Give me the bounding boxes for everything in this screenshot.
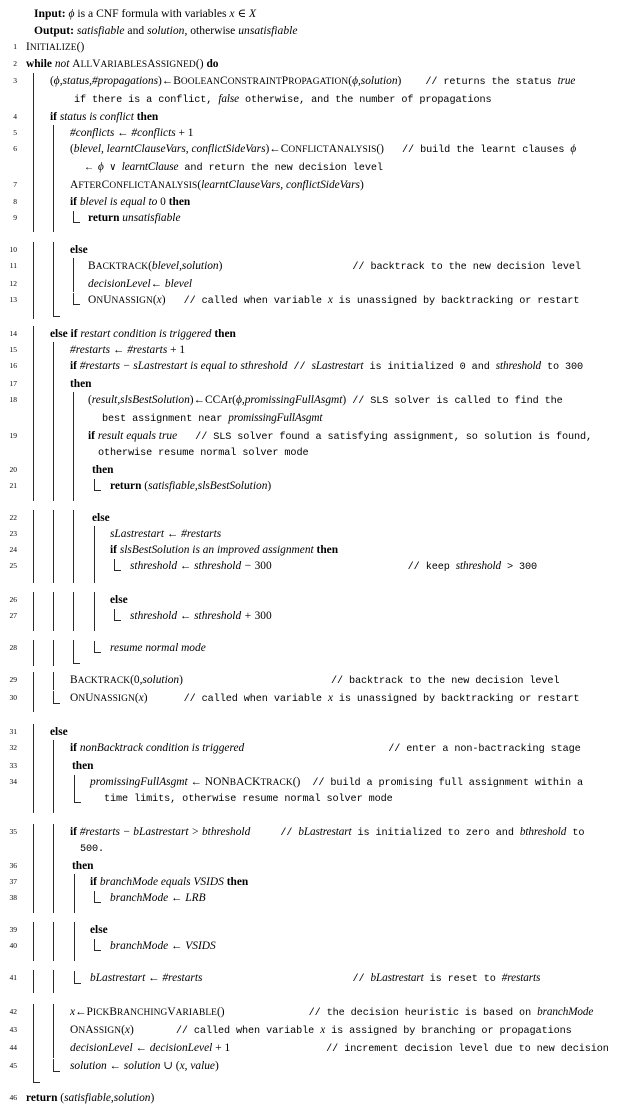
call-allvariablesassigned: ALLVARIABLESASSIGNED() [72, 58, 204, 70]
code-line-36 [0, 858, 624, 874]
line-number [0, 954, 22, 970]
keyword-else-if: else if [50, 328, 78, 340]
code-line-14 [0, 326, 624, 342]
comment-line-6-cont: ← ϕ ∨ learntClause and return the new decision level [86, 161, 383, 174]
code-line-46: 46 return (satisfiable,solution) [0, 1090, 624, 1106]
stmt-resume-normal-mode: resume normal mode [110, 642, 206, 654]
keyword-if: if [70, 826, 77, 838]
indent-rail [33, 310, 34, 319]
line-number: 41 [9, 973, 17, 982]
indent-rail [53, 624, 54, 631]
keyword-if: if [70, 196, 77, 208]
stmt-ccar-call: (result,slsBestSolution)←CCAr(ϕ,promissingFullAsgmt) [88, 394, 347, 406]
code-line-13: 13 ONUNASSIGN(x) // called when variable x is unassigned by backtracking or restart [0, 292, 624, 310]
indent-rail [33, 808, 34, 813]
cond-restart-triggered: restart condition is triggered [80, 328, 212, 340]
line-number: 27 [9, 611, 17, 620]
call-onunassign: ONUNASSIGN [70, 692, 135, 704]
code-line-11: 11 BACKTRACK(blevel,solution) // backtrack to the new decision level [0, 258, 624, 276]
comment-line-35-cont: 500. [80, 844, 105, 855]
indent-rail [33, 988, 34, 993]
line-number [0, 1074, 22, 1090]
keyword-return: return [88, 212, 120, 224]
indent-rail [33, 708, 34, 712]
block-end-elbow [73, 646, 80, 664]
code-line-27: 27 sthreshold ← sthreshold + 300 [0, 608, 624, 624]
code-line-24 [0, 542, 624, 558]
stmt-bcp: (ϕ,status,#propagations)←BOOLEANCONSTRAINTPROPAGATION(ϕ,solution) [50, 75, 402, 87]
comment-line-29: // backtrack to the new decision level [330, 676, 560, 687]
call-backtrack: BACKTRACK [70, 674, 131, 686]
keyword-while: while [26, 58, 52, 70]
keyword-if: if [70, 742, 77, 754]
input-text: ϕ is a CNF formula with variables x ∈ X [68, 7, 257, 20]
call-initialize: INITIALIZE() [26, 41, 85, 53]
line-number: 42 [9, 1007, 17, 1016]
code-line-26 [0, 592, 624, 608]
code-line-42: 42 x←PICKBRANCHINGVARIABLE() // the decision heuristic is based on branchMode [0, 1004, 624, 1022]
keyword-then: then [136, 111, 159, 123]
input-label: Input: [34, 7, 66, 20]
comment-line-34-cont: time limits, otherwise resume normal solver mode [104, 794, 393, 805]
comment-line-16: // sLastrestart is initialized 0 and sthreshold to 300 [287, 360, 584, 373]
comment-line-30: // called when variable x is unassigned by backtracking or restart [147, 692, 580, 705]
keyword-then: then [72, 860, 94, 872]
code-line-44: 44 decisionLevel ← decisionLevel + 1 // increment decision level due to new decision [0, 1040, 624, 1058]
value-satisfiable-slsbest: satisfiable,slsBestSolution [148, 480, 268, 492]
stmt-conflicts-incr: #conflicts [70, 127, 115, 139]
line-number [0, 624, 22, 640]
code-line-23: 23 sLastrestart ← #restarts [0, 526, 624, 542]
line-number: 6 [13, 144, 17, 153]
line-number [0, 576, 22, 592]
indent-rail [53, 988, 54, 993]
indent-rail [74, 954, 75, 961]
code-line-20 [0, 462, 624, 478]
indent-rail [33, 954, 34, 961]
code-line-45: 45 solution ← solution ∪ (x, value) [0, 1058, 624, 1074]
line-number: 34 [9, 777, 17, 786]
line-number: 26 [9, 595, 17, 604]
indent-rail [33, 226, 34, 232]
keyword-if: if [70, 360, 77, 372]
input-spec-row [0, 5, 624, 22]
code-line-7: 7 AFTERCONFLICTANALYSIS(learntClauseVars, conflictSideVars) [0, 177, 624, 194]
code-line-38 [0, 890, 624, 906]
indent-rail [53, 494, 54, 501]
keyword-if: if [50, 111, 57, 123]
stmt-conflict-analysis: (blevel, learntClauseVars, conflictSideVars)←CONFLICTANALYSIS() [70, 143, 384, 155]
output-spec-row [0, 22, 624, 39]
keyword-if: if [110, 544, 117, 556]
line-number: 39 [9, 925, 17, 934]
code-line-25: 25 sthreshold ← sthreshold − 300 // keep sthreshold > 300 [0, 558, 624, 576]
line-number: 7 [13, 180, 17, 189]
indent-rail [53, 226, 54, 232]
block-gap [0, 954, 624, 970]
comment-line-35: // bLastrestart is initialized to zero and bthreshold to [250, 826, 585, 839]
comment-line-3-cont: if there is a conflict, false otherwise, and the number of propagations [74, 93, 492, 106]
output-solution: solution [147, 24, 185, 37]
keyword-if: if [90, 876, 97, 888]
cond-blevel-zero: blevel is equal to [79, 196, 158, 208]
line-number: 35 [9, 827, 17, 836]
line-number: 45 [9, 1061, 17, 1070]
indent-rail [33, 494, 34, 501]
indent-rail [73, 576, 74, 583]
comment-line-32: // enter a non-bactracking stage [388, 744, 581, 755]
code-line-19 [0, 428, 624, 462]
keyword-then: then [214, 328, 236, 340]
comment-line-6: // build the learnt clauses ϕ [383, 143, 577, 156]
line-number: 10 [9, 245, 17, 254]
cond-improved-assignment: slsBestSolution is an improved assignment [119, 544, 314, 556]
line-number: 30 [9, 693, 17, 702]
cond-bthreshold: #restarts − bLastrestart > bthreshold [79, 826, 251, 838]
indent-rail [74, 906, 75, 913]
code-line-6 [0, 141, 624, 177]
stmt-decisionlevel-incr: decisionLevel ← decisionLevel [70, 1042, 213, 1054]
block-gap [0, 906, 624, 922]
line-number: 23 [9, 529, 17, 538]
cond-status-conflict: status is conflict [59, 111, 134, 123]
keyword-else: else [90, 924, 108, 936]
comment-line-19: // SLS solver found a satisfying assignment, so solution is found, [177, 432, 593, 443]
block-gap [0, 1074, 624, 1090]
code-line-16 [0, 358, 624, 376]
indent-rail [53, 576, 54, 583]
line-number: 2 [13, 59, 17, 68]
code-line-40 [0, 938, 624, 954]
line-number: 44 [9, 1043, 17, 1052]
indent-rail [53, 656, 54, 666]
comment-line-18-cont: best assignment near promissingFullAsgmt [102, 412, 323, 425]
comment-line-44: // increment decision level due to new decision [326, 1044, 609, 1055]
code-line-41 [0, 970, 624, 988]
line-number: 37 [9, 877, 17, 886]
indent-rail [33, 906, 34, 913]
line-number [0, 310, 22, 326]
line-number: 22 [9, 513, 17, 522]
value-satisfiable-solution: satisfiable,solution [64, 1092, 151, 1104]
line-number: 24 [9, 545, 17, 554]
output-unsatisfiable: unsatisfiable [238, 24, 298, 37]
line-number: 8 [13, 197, 17, 206]
line-number: 33 [9, 761, 17, 770]
code-line-33 [0, 758, 624, 774]
block-gap [0, 576, 624, 592]
line-number [0, 906, 22, 922]
stmt-slastrestart-assign: sLastrestart [110, 528, 165, 540]
code-line-2 [0, 56, 624, 73]
block-gap [0, 494, 624, 510]
line-number: 20 [9, 465, 17, 474]
code-line-34: 34 promissingFullAsgmt ← NONBACKTRACK() // build a promising full assignment within a time limits, otherwise resume normal solver mode [0, 774, 624, 808]
stmt-restarts-incr: #restarts [70, 344, 111, 356]
comment-line-11: // backtrack to the new decision level [352, 262, 581, 273]
code-line-29: 29 BACKTRACK(0,solution) // backtrack to the new decision level [0, 672, 624, 690]
indent-rail [94, 576, 95, 583]
line-number: 13 [9, 295, 17, 304]
line-number: 38 [9, 893, 17, 902]
code-line-8: 8 if blevel is equal to 0 then [0, 194, 624, 210]
comment-line-18: // SLS solver is called to find the [346, 396, 563, 407]
code-line-10 [0, 242, 624, 258]
stmt-promissing-asgmt: promissingFullAsgmt [90, 776, 188, 788]
keyword-do: do [206, 58, 219, 70]
comment-line-43: // called when variable x is assigned by branching or propagations [133, 1024, 572, 1037]
code-line-3 [0, 73, 624, 109]
keyword-else: else [50, 726, 68, 738]
call-onassign: ONASSIGN [70, 1024, 122, 1036]
comment-line-13: // called when variable x is unassigned by backtracking or restart [165, 294, 580, 307]
line-number [0, 22, 22, 38]
stmt-sthreshold-inc: sthreshold ← sthreshold + [130, 610, 252, 622]
output-satisfiable: satisfiable [76, 24, 125, 37]
line-number [0, 808, 22, 824]
code-line-12: 12 decisionLevel← blevel [0, 276, 624, 292]
keyword-then: then [92, 464, 114, 476]
keyword-then: then [168, 196, 191, 208]
comment-line-34: // build a promising full assignment within a [300, 778, 583, 789]
block-end-elbow [53, 300, 60, 317]
block-gap [0, 226, 624, 242]
comment-line-19-cont: otherwise resume normal solver mode [98, 448, 309, 459]
value-unsatisfiable: unsatisfiable [122, 212, 181, 224]
code-line-39 [0, 922, 624, 938]
keyword-return: return [26, 1092, 58, 1104]
keyword-else: else [92, 512, 110, 524]
code-line-18 [0, 392, 624, 428]
line-number: 5 [13, 128, 17, 137]
call-pickbranchingvariable: PICKBRANCHINGVARIABLE [86, 1006, 217, 1018]
code-line-30: 30 ONUNASSIGN(x) // called when variable x is unassigned by backtracking or restart [0, 690, 624, 708]
code-line-28 [0, 640, 624, 656]
comment-line-42: // the decision heuristic is based on branchMode [308, 1006, 594, 1019]
stmt-solution-union: solution ← solution [70, 1060, 161, 1072]
block-gap [0, 656, 624, 672]
code-line-31 [0, 724, 624, 740]
indent-rail [33, 576, 34, 583]
line-number [0, 5, 22, 21]
code-line-1 [0, 39, 624, 56]
keyword-return: return [110, 480, 142, 492]
comment-line-3: // returns the status true [401, 75, 576, 88]
line-number: 17 [9, 379, 17, 388]
output-mid: and [124, 24, 148, 37]
keyword-if: if [88, 430, 95, 442]
line-number: 40 [9, 941, 17, 950]
indent-rail [53, 808, 54, 813]
line-number: 21 [9, 481, 17, 490]
line-number: 46 [9, 1093, 17, 1102]
indent-rail [73, 624, 74, 631]
code-line-35 [0, 824, 624, 858]
code-line-15: 15 #restarts ← #restarts + 1 [0, 342, 624, 358]
output-otherwise: , otherwise [184, 24, 239, 37]
code-line-4 [0, 109, 624, 125]
code-line-37 [0, 874, 624, 890]
line-number: 12 [9, 279, 17, 288]
block-gap [0, 708, 624, 724]
code-line-21: 21 return (satisfiable,slsBestSolution) [0, 478, 624, 494]
call-afterconflictanalysis: AFTERCONFLICTANALYSIS [70, 179, 198, 191]
line-number [0, 226, 22, 242]
keyword-then: then [226, 876, 249, 888]
cond-nonbacktrack: nonBacktrack condition is triggered [79, 742, 245, 754]
line-number: 19 [9, 431, 17, 440]
keyword-then: then [72, 760, 94, 772]
line-number: 15 [9, 345, 17, 354]
line-number: 32 [9, 743, 17, 752]
indent-rail [94, 624, 95, 631]
call-onunassign: ONUNASSIGN [88, 294, 153, 306]
code-line-17 [0, 376, 624, 392]
comment-line-25: // keep sthreshold > 300 [407, 560, 538, 573]
indent-rail [53, 954, 54, 961]
code-line-32 [0, 740, 624, 758]
line-number: 16 [9, 361, 17, 370]
line-number [0, 656, 22, 672]
code-line-22 [0, 510, 624, 526]
stmt-blastrestart-assign: bLastrestart ← #restarts [90, 972, 203, 984]
indent-rail [53, 906, 54, 913]
var-x: x [70, 1006, 76, 1018]
line-number [0, 988, 22, 1004]
stmt-branchmode-lrb: branchMode ← LRB [110, 892, 206, 904]
line-number: 29 [9, 675, 17, 684]
stmt-branchmode-vsids: branchMode ← VSIDS [110, 940, 216, 952]
indent-rail [33, 624, 34, 631]
indent-rail [73, 494, 74, 501]
stmt-sthreshold-dec: sthreshold ← sthreshold − [130, 560, 252, 572]
block-gap [0, 808, 624, 824]
keyword-else: else [70, 244, 88, 256]
cond-result-true: result equals true [97, 430, 178, 442]
keyword-then: then [316, 544, 339, 556]
comment-line-41: // bLastrestart is reset to #restarts [352, 972, 541, 985]
keyword-then: then [70, 378, 92, 390]
code-line-9 [0, 210, 624, 226]
stmt-decisionlevel-assign: decisionLevel [88, 278, 151, 290]
line-number: 28 [9, 643, 17, 652]
indent-rail [33, 656, 34, 666]
cond-sthreshold: #restarts − sLastrestart is equal to sthreshold [79, 360, 288, 372]
line-number [0, 708, 22, 724]
line-number: 3 [13, 76, 17, 85]
line-number: 36 [9, 861, 17, 870]
line-number: 4 [13, 112, 17, 121]
block-gap [0, 988, 624, 1004]
code-line-43: 43 ONASSIGN(x) // called when variable x is assigned by branching or propagations [0, 1022, 624, 1040]
line-number: 31 [9, 727, 17, 736]
line-number: 14 [9, 329, 17, 338]
block-end-elbow [33, 1064, 40, 1083]
keyword-not: not [54, 58, 70, 70]
line-number: 43 [9, 1025, 17, 1034]
keyword-else: else [110, 594, 128, 606]
call-backtrack: BACKTRACK [88, 260, 149, 272]
block-gap [0, 624, 624, 640]
cond-branchmode-vsids: branchMode equals VSIDS [99, 876, 224, 888]
block-gap [0, 310, 624, 326]
line-number: 1 [13, 42, 17, 51]
output-label: Output: [34, 24, 74, 37]
line-number: 18 [9, 395, 17, 404]
line-number: 11 [9, 261, 17, 270]
line-number: 9 [13, 213, 17, 222]
code-line-5: 5 #conflicts ← #conflicts + 1 [0, 125, 624, 141]
line-number [0, 494, 22, 510]
line-number: 25 [9, 561, 17, 570]
